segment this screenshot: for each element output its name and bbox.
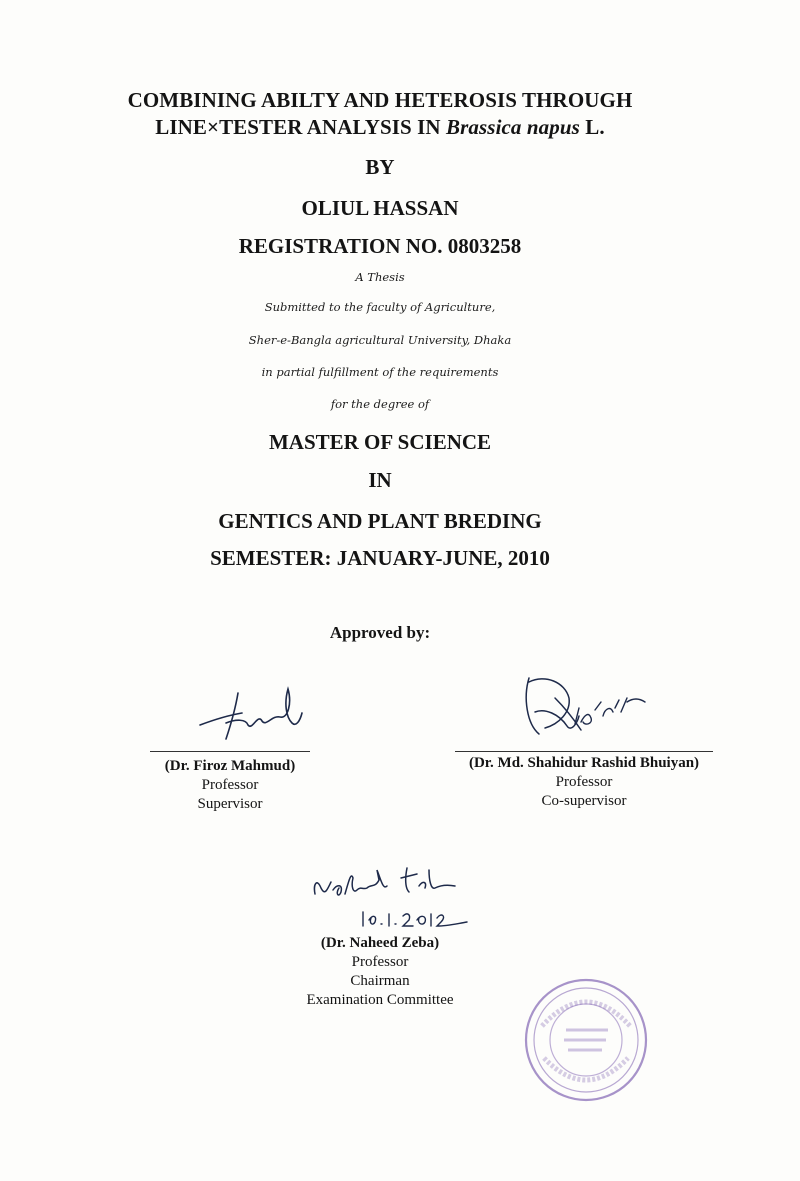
thesis-statement-line: Sher-e-Bangla agricultural University, Dhaka — [248, 333, 512, 347]
thesis-statement-line: A Thesis — [355, 270, 405, 284]
co-supervisor-role: Co-supervisor — [541, 793, 627, 809]
supervisor-block — [130, 757, 330, 814]
title-line-2-suffix: L. — [579, 115, 605, 139]
examination-committee-label: Examination Committee — [306, 992, 454, 1008]
thesis-statement-line: for the degree of — [330, 397, 430, 411]
supervisor-rank: Professor — [201, 777, 259, 793]
co-supervisor-rank: Professor — [555, 774, 613, 790]
thesis-statement-line: in partial fulfillment of the requirements — [261, 365, 499, 379]
chairman-block — [270, 934, 490, 1010]
co-supervisor-signature — [515, 668, 655, 748]
official-seal-stamp — [520, 974, 652, 1106]
chairman-role: Chairman — [350, 973, 410, 989]
title-line-2-prefix: LINE×TESTER ANALYSIS IN — [155, 115, 447, 139]
thesis-statement-line: Submitted to the faculty of Agriculture, — [264, 300, 496, 314]
discipline-name: GENTICS AND PLANT BREDING — [218, 509, 542, 533]
chairman-signature — [305, 860, 485, 932]
co-supervisor-name: (Dr. Md. Shahidur Rashid Bhuiyan) — [468, 755, 700, 771]
supervisor-signature-line — [150, 751, 310, 752]
semester: SEMESTER: JANUARY-JUNE, 2010 — [210, 546, 550, 570]
thesis-title-line-2 — [0, 115, 760, 140]
approved-by-label: Approved by: — [329, 623, 431, 642]
supervisor-role: Supervisor — [197, 796, 263, 812]
registration-number: REGISTRATION NO. 0803258 — [238, 234, 522, 258]
chairman-name: (Dr. Naheed Zeba) — [320, 935, 440, 951]
species-name: Brassica napus — [446, 115, 580, 139]
author-name: OLIUL HASSAN — [301, 196, 459, 220]
supervisor-name: (Dr. Firoz Mahmud) — [164, 758, 296, 774]
in-label: IN — [368, 468, 392, 492]
thesis-title-line-1: COMBINING ABILTY AND HETEROSIS THROUGH — [127, 88, 633, 112]
by-label: BY — [365, 155, 395, 179]
co-supervisor-signature-line — [455, 751, 713, 752]
co-supervisor-block — [434, 754, 734, 811]
chairman-rank: Professor — [351, 954, 409, 970]
degree-name: MASTER OF SCIENCE — [268, 430, 492, 454]
supervisor-signature — [196, 683, 306, 745]
